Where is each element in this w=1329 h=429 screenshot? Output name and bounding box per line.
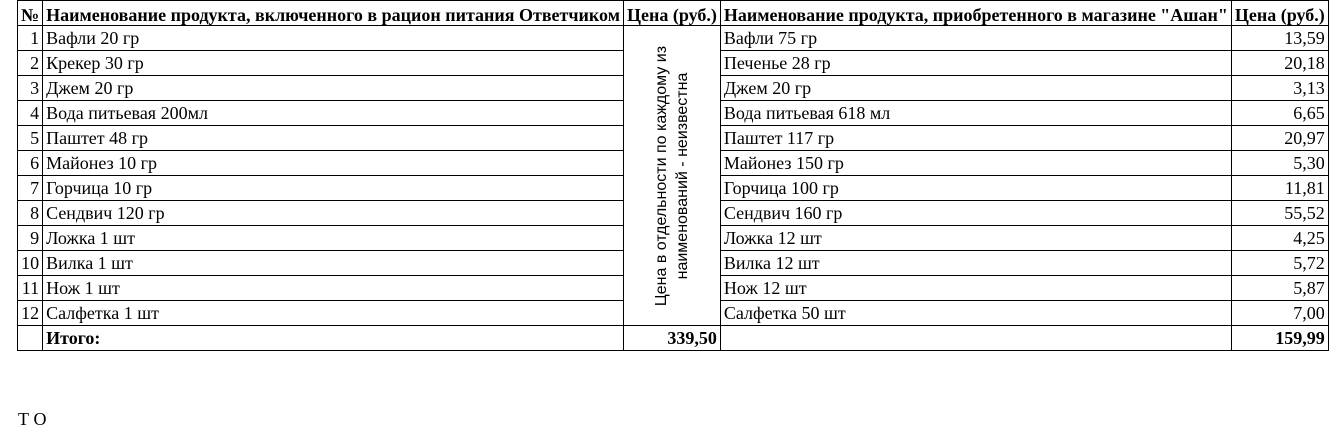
ration-product: Ложка 1 шт xyxy=(43,226,624,251)
row-num: 7 xyxy=(18,176,43,201)
store-price: 6,65 xyxy=(1231,101,1328,126)
header-price-ration: Цена (руб.) xyxy=(623,1,720,26)
row-num: 2 xyxy=(18,51,43,76)
header-row xyxy=(18,1,1329,26)
ration-product: Горчица 10 гр xyxy=(43,176,624,201)
ration-product: Паштет 48 гр xyxy=(43,126,624,151)
price-comparison-table xyxy=(17,0,1329,351)
row-num: 1 xyxy=(18,26,43,51)
unknown-price-note: Цена в отдельности по каждому из наименований - неизвестна xyxy=(652,45,691,306)
header-product-store: Наименование продукта, приобретенного в магазине "Ашан" xyxy=(720,1,1231,26)
row-num: 8 xyxy=(18,201,43,226)
footer-text: Т О xyxy=(18,409,47,429)
store-product: Майонез 150 гр xyxy=(720,151,1231,176)
row-num: 11 xyxy=(18,276,43,301)
row-num: 10 xyxy=(18,251,43,276)
ration-product: Салфетка 1 шт xyxy=(43,301,624,326)
unknown-price-note-cell xyxy=(623,26,720,326)
row-num: 4 xyxy=(18,101,43,126)
store-price: 5,87 xyxy=(1231,276,1328,301)
ration-product: Майонез 10 гр xyxy=(43,151,624,176)
store-price: 13,59 xyxy=(1231,26,1328,51)
store-product: Горчица 100 гр xyxy=(720,176,1231,201)
row-num: 3 xyxy=(18,76,43,101)
row-num: 9 xyxy=(18,226,43,251)
store-total: 159,99 xyxy=(1231,326,1328,351)
header-product-ration: Наименование продукта, включенного в рацион питания Ответчиком xyxy=(43,1,624,26)
ration-product: Джем 20 гр xyxy=(43,76,624,101)
ration-product: Нож 1 шт xyxy=(43,276,624,301)
store-price: 3,13 xyxy=(1231,76,1328,101)
ration-product: Вафли 20 гр xyxy=(43,26,624,51)
store-product: Ложка 12 шт xyxy=(720,226,1231,251)
store-product: Вода питьевая 618 мл xyxy=(720,101,1231,126)
store-price: 55,52 xyxy=(1231,201,1328,226)
store-price: 20,18 xyxy=(1231,51,1328,76)
store-product: Паштет 117 гр xyxy=(720,126,1231,151)
total-store-blank xyxy=(720,326,1231,351)
store-product: Салфетка 50 шт xyxy=(720,301,1231,326)
ration-product: Крекер 30 гр xyxy=(43,51,624,76)
table-row xyxy=(18,26,1329,51)
store-product: Вилка 12 шт xyxy=(720,251,1231,276)
ration-total: 339,50 xyxy=(623,326,720,351)
header-num: № xyxy=(18,1,43,26)
header-price-store: Цена (руб.) xyxy=(1231,1,1328,26)
store-price: 20,97 xyxy=(1231,126,1328,151)
row-num: 5 xyxy=(18,126,43,151)
store-product: Печенье 28 гр xyxy=(720,51,1231,76)
total-row xyxy=(18,326,1329,351)
store-product: Нож 12 шт xyxy=(720,276,1231,301)
store-price: 5,30 xyxy=(1231,151,1328,176)
ration-product: Вода питьевая 200мл xyxy=(43,101,624,126)
total-label: Итого: xyxy=(43,326,624,351)
store-price: 4,25 xyxy=(1231,226,1328,251)
ration-product: Сендвич 120 гр xyxy=(43,201,624,226)
store-price: 7,00 xyxy=(1231,301,1328,326)
store-price: 11,81 xyxy=(1231,176,1328,201)
ration-product: Вилка 1 шт xyxy=(43,251,624,276)
total-num-blank xyxy=(18,326,43,351)
row-num: 6 xyxy=(18,151,43,176)
store-product: Вафли 75 гр xyxy=(720,26,1231,51)
store-product: Сендвич 160 гр xyxy=(720,201,1231,226)
store-product: Джем 20 гр xyxy=(720,76,1231,101)
row-num: 12 xyxy=(18,301,43,326)
store-price: 5,72 xyxy=(1231,251,1328,276)
